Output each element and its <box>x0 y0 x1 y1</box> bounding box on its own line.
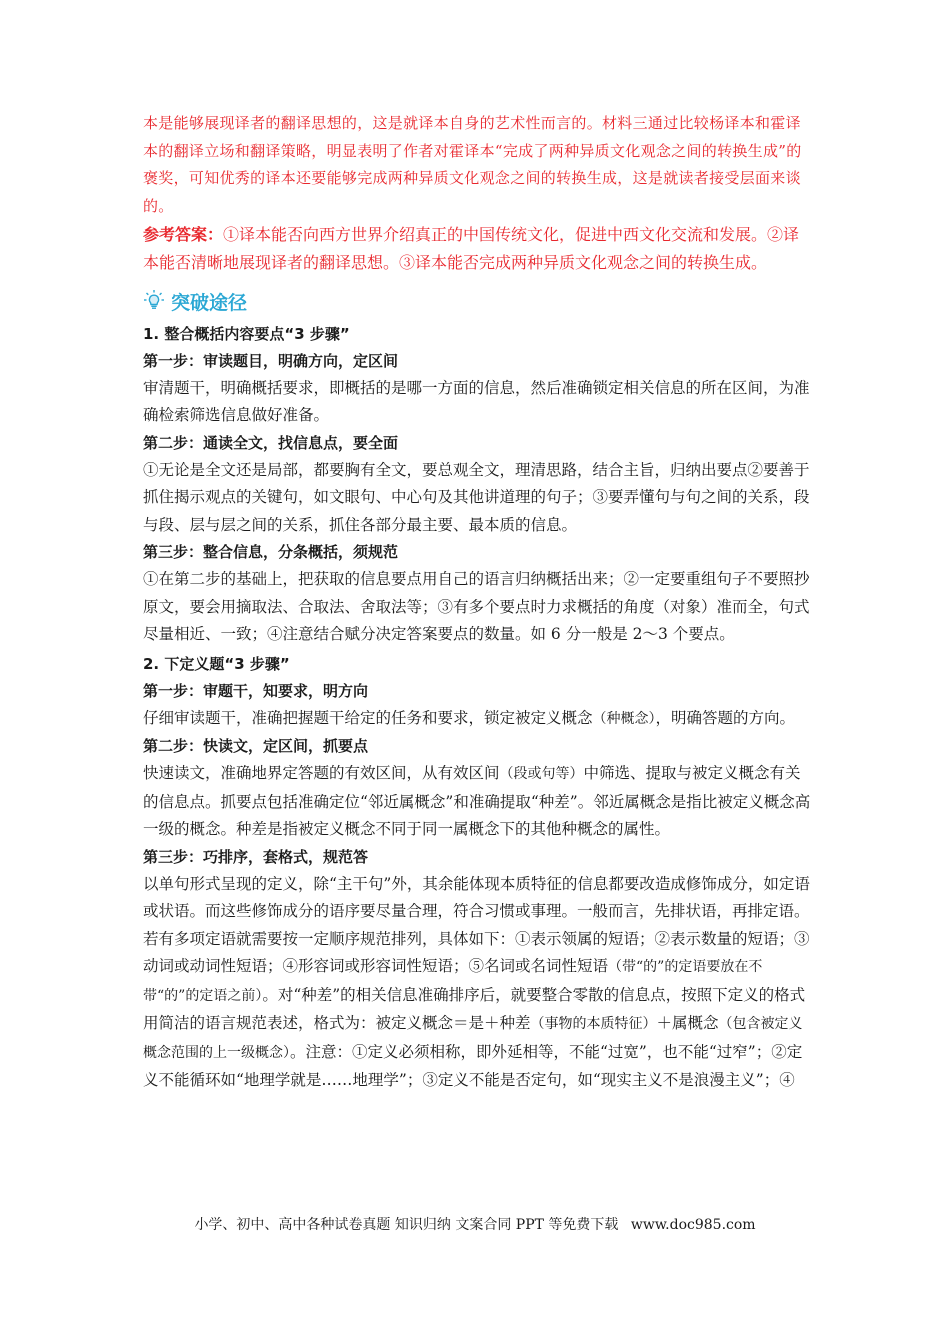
page-footer <box>0 1214 950 1234</box>
text-run: 中筛选、提取与被定义概念有关的信息点。抓要点包括准确定位“邻近属概念”和准确提取“种差”。邻近属概念是指比被定义概念高一级的概念。种差是指被定义概念不同于同一属概念下的其他种概念的属性。 <box>143 764 811 839</box>
part2-step3-title: 第三步：巧排序，套格式，规范答 <box>143 847 369 866</box>
part1-title: 1. 整合概括内容要点“3 步骤” <box>143 324 350 343</box>
answer-text: ①译本能否向西方世界介绍真正的中国传统文化，促进中西文化交流和发展。②译本能否清晰地展现译者的翻译思想。③译本能否完成两种异质文化观念之间的转换生成。 <box>143 225 800 272</box>
intro-paragraph: 本是能够展现译者的翻译思想的，这是就译本自身的艺术性而言的。材料三通过比较杨译本和霍译本的翻译立场和翻译策略，明显表明了作者对霍译本“完成了两种异质文化观念之间的转换生成”的褒奖，可知优秀的译本还要能够完成两种异质文化观念之间的转换生成，这是就读者接受层面来谈的。 <box>143 114 802 215</box>
part2-step2-body <box>143 760 811 844</box>
answer-label: 参考答案： <box>143 225 224 245</box>
text-run-note: （事物的本质特征） <box>530 1016 657 1033</box>
part1-step2-title: 第二步：通读全文，找信息点，要全面 <box>143 433 399 452</box>
part1-step1-body: 审清题干，明确概括要求，即概括的是哪一方面的信息，然后准确锁定相关信息的所在区间，为准确检索筛选信息做好准备。 <box>143 378 810 425</box>
part2-title: 2. 下定义题“3 步骤” <box>143 654 290 673</box>
text-run: 仔细审读题干，准确把握题干给定的任务和要求，锁定被定义概念 <box>143 708 593 727</box>
section-title-text: 突破途径 <box>171 292 248 315</box>
part1-step3-title: 第三步：整合信息，分条概括，须规范 <box>143 543 399 562</box>
part2-step2-title: 第二步：快读文，定区间，抓要点 <box>143 737 369 756</box>
text-run-note: （种概念） <box>592 710 656 727</box>
reference-answer <box>143 221 811 276</box>
text-run: ，明确答题的方向。 <box>655 708 796 727</box>
part2-step1-body <box>143 705 811 734</box>
text-run: 快速读文，准确地界定答题的有效区间，从有效区间 <box>143 764 500 783</box>
lightbulb-icon <box>143 289 165 315</box>
text-run: ＋属概念 <box>656 1014 719 1033</box>
part2-step3-body <box>143 871 811 1095</box>
part2-step1-title: 第一步：审题干，知要求，明方向 <box>143 681 369 700</box>
text-run: 。注意：①定义必须相称，即外延相等，不能“过宽”，也不能“过窄”；②定义不能循环如“地理学就是……地理学”；③定义不能是否定句，如“现实主义不是浪漫主义”；④ <box>143 1042 803 1090</box>
page-content <box>143 110 811 1095</box>
footer-text: 小学、初中、高中各种试卷真题 知识归纳 文案合同 PPT 等免费下载 <box>194 1217 619 1233</box>
text-run: 以单句形式呈现的定义，除“主干句”外，其余能体现本质特征的信息都要改造成修饰成分，如定语或状语。而这些修饰成分的语序要尽量合理，符合习惯或事理。一般而言，先排状语，再排定语。若有多项定语就需要按一定顺序规范排列，具体如下：①表示领属的短语；②表示数量的短语；③动词或动词性短语；④形容词或形容词性短语；⑤名词或名词性短语 <box>143 874 810 976</box>
text-run-note: （带“的”的定语要放在不带“的”的定语之前） <box>143 959 763 1004</box>
part1-step2-body: ①无论是全文还是局部，都要胸有全文，要总观全文，理清思路，结合主旨，归纳出要点②要善于抓住揭示观点的关键句，如文眼句、中心句及其他讲道理的句子；③要弄懂句与句之间的关系，段与段、层与层之间的关系，抓住各部分最主要、最本质的信息。 <box>143 460 810 534</box>
text-run-note: （包含被定义概念范围的上一级概念） <box>143 1016 803 1061</box>
text-run-note: （段或句等） <box>499 766 584 783</box>
part1-step1-title: 第一步：审读题目，明确方向，定区间 <box>143 351 399 370</box>
section-title <box>143 285 811 319</box>
text-run: 。对“种差”的相关信息准确排序后，就要整合零散的信息点，按照下定义的格式用简洁的语言规范表述，格式为：被定义概念＝是＋种差 <box>143 985 806 1033</box>
footer-url[interactable]: www.doc985.com <box>630 1217 756 1233</box>
part1-step3-body: ①在第二步的基础上，把获取的信息要点用自己的语言归纳概括出来；②一定要重组句子不要照抄原文，要会用摘取法、合取法、舍取法等；③有多个要点时力求概括的角度（对象）准而全，句式尽量相近、一致；④注意结合赋分决定答案要点的数量。如 6 分一般是 2～3 个要点。 <box>143 570 810 644</box>
